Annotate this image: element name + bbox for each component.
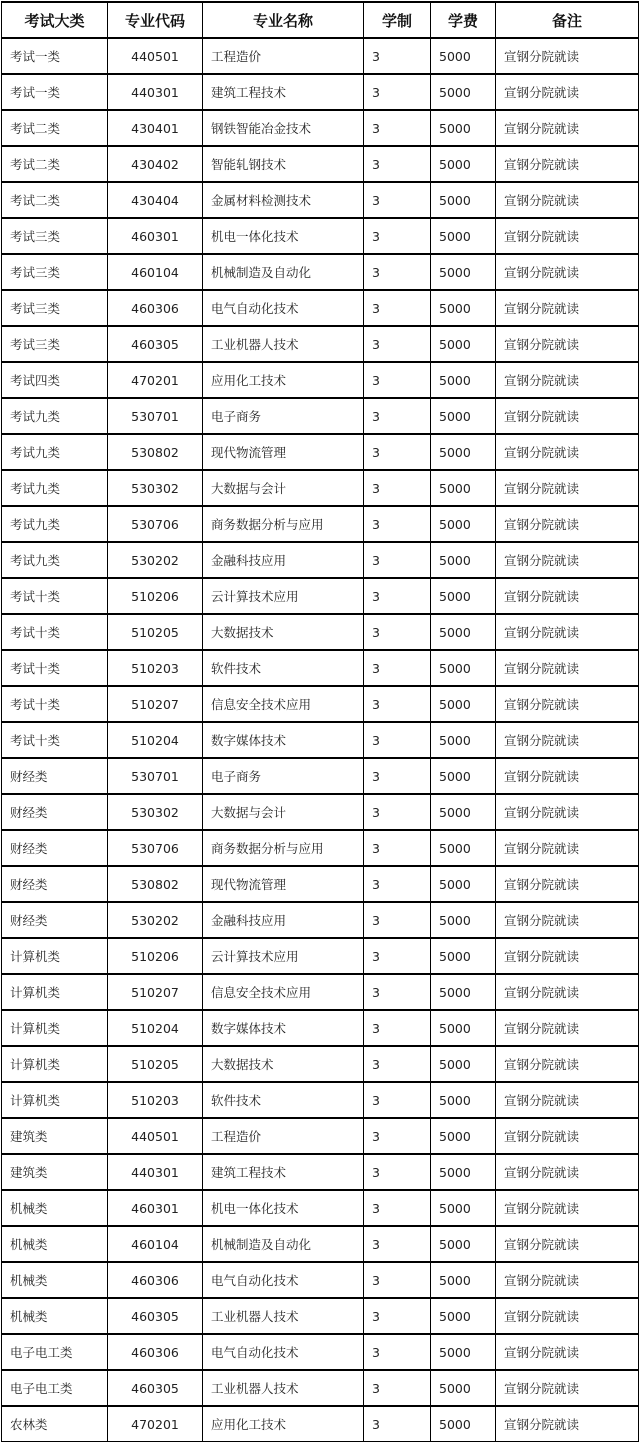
cell-major-name: 工程造价 <box>203 1118 364 1154</box>
cell-exam-category: 建筑类 <box>2 1154 108 1190</box>
cell-major-name: 电子商务 <box>203 398 364 434</box>
cell-tuition: 5000 <box>431 470 496 506</box>
cell-duration: 3 <box>364 1046 431 1082</box>
cell-major-name: 工程造价 <box>203 38 364 74</box>
cell-major-code: 440501 <box>108 38 203 74</box>
table-row <box>2 1082 639 1118</box>
cell-tuition: 5000 <box>431 74 496 110</box>
cell-tuition: 5000 <box>431 1082 496 1118</box>
cell-tuition: 5000 <box>431 614 496 650</box>
cell-major-name: 电气自动化技术 <box>203 290 364 326</box>
cell-major-name: 机电一体化技术 <box>203 1190 364 1226</box>
cell-major-code: 430401 <box>108 110 203 146</box>
cell-major-code: 510203 <box>108 1082 203 1118</box>
cell-tuition: 5000 <box>431 110 496 146</box>
cell-major-name: 应用化工技术 <box>203 1406 364 1442</box>
cell-duration: 3 <box>364 506 431 542</box>
cell-exam-category: 考试三类 <box>2 326 108 362</box>
cell-major-name: 建筑工程技术 <box>203 74 364 110</box>
cell-duration: 3 <box>364 1082 431 1118</box>
cell-exam-category: 机械类 <box>2 1262 108 1298</box>
table-row <box>2 110 639 146</box>
table-row <box>2 758 639 794</box>
cell-remarks: 宣钢分院就读 <box>496 290 639 326</box>
cell-major-name: 机械制造及自动化 <box>203 1226 364 1262</box>
cell-duration: 3 <box>364 686 431 722</box>
cell-major-name: 大数据与会计 <box>203 470 364 506</box>
table-row <box>2 686 639 722</box>
cell-major-code: 440301 <box>108 74 203 110</box>
cell-major-code: 510207 <box>108 686 203 722</box>
cell-major-name: 智能轧钢技术 <box>203 146 364 182</box>
table-row <box>2 902 639 938</box>
cell-duration: 3 <box>364 1010 431 1046</box>
cell-duration: 3 <box>364 866 431 902</box>
cell-exam-category: 电子电工类 <box>2 1370 108 1406</box>
cell-exam-category: 考试四类 <box>2 362 108 398</box>
cell-duration: 3 <box>364 362 431 398</box>
cell-tuition: 5000 <box>431 506 496 542</box>
cell-tuition: 5000 <box>431 146 496 182</box>
cell-major-code: 460306 <box>108 290 203 326</box>
cell-tuition: 5000 <box>431 434 496 470</box>
cell-duration: 3 <box>364 1226 431 1262</box>
cell-remarks: 宣钢分院就读 <box>496 1082 639 1118</box>
cell-major-name: 云计算技术应用 <box>203 938 364 974</box>
table-row <box>2 1118 639 1154</box>
cell-major-name: 软件技术 <box>203 650 364 686</box>
cell-remarks: 宣钢分院就读 <box>496 1190 639 1226</box>
cell-duration: 3 <box>364 722 431 758</box>
cell-major-code: 530701 <box>108 398 203 434</box>
cell-remarks: 宣钢分院就读 <box>496 326 639 362</box>
cell-major-name: 大数据技术 <box>203 614 364 650</box>
table-row <box>2 1046 639 1082</box>
cell-tuition: 5000 <box>431 1406 496 1442</box>
cell-major-name: 机电一体化技术 <box>203 218 364 254</box>
cell-major-code: 460301 <box>108 218 203 254</box>
cell-tuition: 5000 <box>431 542 496 578</box>
cell-major-name: 信息安全技术应用 <box>203 686 364 722</box>
cell-tuition: 5000 <box>431 686 496 722</box>
cell-remarks: 宣钢分院就读 <box>496 1370 639 1406</box>
cell-remarks: 宣钢分院就读 <box>496 182 639 218</box>
cell-remarks: 宣钢分院就读 <box>496 650 639 686</box>
cell-remarks: 宣钢分院就读 <box>496 1226 639 1262</box>
cell-duration: 3 <box>364 38 431 74</box>
cell-exam-category: 考试一类 <box>2 38 108 74</box>
cell-tuition: 5000 <box>431 578 496 614</box>
cell-remarks: 宣钢分院就读 <box>496 506 639 542</box>
cell-exam-category: 考试九类 <box>2 434 108 470</box>
cell-exam-category: 机械类 <box>2 1298 108 1334</box>
cell-tuition: 5000 <box>431 1046 496 1082</box>
table-row <box>2 74 639 110</box>
cell-major-name: 建筑工程技术 <box>203 1154 364 1190</box>
cell-duration: 3 <box>364 254 431 290</box>
cell-major-name: 商务数据分析与应用 <box>203 506 364 542</box>
cell-remarks: 宣钢分院就读 <box>496 110 639 146</box>
cell-major-name: 工业机器人技术 <box>203 1370 364 1406</box>
header-tuition: 学费 <box>431 2 496 38</box>
cell-major-name: 电子商务 <box>203 758 364 794</box>
cell-major-name: 数字媒体技术 <box>203 722 364 758</box>
cell-duration: 3 <box>364 794 431 830</box>
cell-exam-category: 考试二类 <box>2 110 108 146</box>
cell-remarks: 宣钢分院就读 <box>496 794 639 830</box>
cell-major-code: 470201 <box>108 362 203 398</box>
table-row <box>2 974 639 1010</box>
cell-tuition: 5000 <box>431 254 496 290</box>
cell-tuition: 5000 <box>431 1118 496 1154</box>
cell-major-name: 金属材料检测技术 <box>203 182 364 218</box>
cell-remarks: 宣钢分院就读 <box>496 362 639 398</box>
cell-major-name: 机械制造及自动化 <box>203 254 364 290</box>
cell-duration: 3 <box>364 1190 431 1226</box>
cell-duration: 3 <box>364 974 431 1010</box>
cell-major-code: 530701 <box>108 758 203 794</box>
cell-tuition: 5000 <box>431 938 496 974</box>
cell-duration: 3 <box>364 398 431 434</box>
table-row <box>2 290 639 326</box>
cell-major-code: 530706 <box>108 506 203 542</box>
majors-table <box>1 1 639 1442</box>
table-row <box>2 182 639 218</box>
cell-exam-category: 财经类 <box>2 902 108 938</box>
cell-major-name: 电气自动化技术 <box>203 1334 364 1370</box>
cell-major-code: 510205 <box>108 1046 203 1082</box>
cell-exam-category: 考试一类 <box>2 74 108 110</box>
cell-major-code: 430402 <box>108 146 203 182</box>
cell-duration: 3 <box>364 578 431 614</box>
cell-tuition: 5000 <box>431 1226 496 1262</box>
cell-remarks: 宣钢分院就读 <box>496 74 639 110</box>
cell-major-name: 现代物流管理 <box>203 866 364 902</box>
cell-duration: 3 <box>364 1406 431 1442</box>
cell-remarks: 宣钢分院就读 <box>496 1046 639 1082</box>
cell-major-name: 大数据技术 <box>203 1046 364 1082</box>
cell-major-code: 510207 <box>108 974 203 1010</box>
cell-exam-category: 考试九类 <box>2 542 108 578</box>
cell-remarks: 宣钢分院就读 <box>496 902 639 938</box>
cell-tuition: 5000 <box>431 1190 496 1226</box>
cell-major-code: 530706 <box>108 830 203 866</box>
table-row <box>2 1226 639 1262</box>
cell-major-name: 金融科技应用 <box>203 542 364 578</box>
cell-remarks: 宣钢分院就读 <box>496 1262 639 1298</box>
cell-duration: 3 <box>364 650 431 686</box>
cell-duration: 3 <box>364 902 431 938</box>
cell-remarks: 宣钢分院就读 <box>496 1118 639 1154</box>
table-header <box>2 2 639 38</box>
header-duration: 学制 <box>364 2 431 38</box>
cell-duration: 3 <box>364 1262 431 1298</box>
cell-remarks: 宣钢分院就读 <box>496 686 639 722</box>
cell-major-code: 530202 <box>108 902 203 938</box>
table-row <box>2 794 639 830</box>
cell-tuition: 5000 <box>431 794 496 830</box>
table-row <box>2 1010 639 1046</box>
cell-exam-category: 考试三类 <box>2 254 108 290</box>
cell-remarks: 宣钢分院就读 <box>496 1334 639 1370</box>
cell-major-code: 510204 <box>108 722 203 758</box>
table-row <box>2 722 639 758</box>
cell-major-code: 460306 <box>108 1334 203 1370</box>
table-row <box>2 1190 639 1226</box>
cell-remarks: 宣钢分院就读 <box>496 614 639 650</box>
cell-exam-category: 财经类 <box>2 758 108 794</box>
cell-major-code: 530302 <box>108 470 203 506</box>
cell-duration: 3 <box>364 146 431 182</box>
table-row <box>2 578 639 614</box>
table-row <box>2 254 639 290</box>
cell-tuition: 5000 <box>431 326 496 362</box>
cell-exam-category: 计算机类 <box>2 1046 108 1082</box>
cell-major-code: 530302 <box>108 794 203 830</box>
cell-major-code: 510206 <box>108 938 203 974</box>
cell-tuition: 5000 <box>431 722 496 758</box>
cell-exam-category: 机械类 <box>2 1190 108 1226</box>
cell-tuition: 5000 <box>431 830 496 866</box>
cell-major-name: 软件技术 <box>203 1082 364 1118</box>
cell-duration: 3 <box>364 758 431 794</box>
table-row <box>2 650 639 686</box>
cell-remarks: 宣钢分院就读 <box>496 1154 639 1190</box>
cell-major-name: 电气自动化技术 <box>203 1262 364 1298</box>
cell-tuition: 5000 <box>431 1370 496 1406</box>
cell-remarks: 宣钢分院就读 <box>496 1406 639 1442</box>
cell-major-code: 510205 <box>108 614 203 650</box>
cell-tuition: 5000 <box>431 362 496 398</box>
cell-exam-category: 计算机类 <box>2 938 108 974</box>
cell-duration: 3 <box>364 1154 431 1190</box>
cell-remarks: 宣钢分院就读 <box>496 578 639 614</box>
cell-duration: 3 <box>364 938 431 974</box>
cell-tuition: 5000 <box>431 38 496 74</box>
cell-duration: 3 <box>364 542 431 578</box>
header-row <box>2 2 639 38</box>
cell-remarks: 宣钢分院就读 <box>496 542 639 578</box>
cell-exam-category: 考试十类 <box>2 650 108 686</box>
cell-exam-category: 考试二类 <box>2 146 108 182</box>
cell-exam-category: 计算机类 <box>2 1082 108 1118</box>
cell-remarks: 宣钢分院就读 <box>496 254 639 290</box>
cell-major-name: 大数据与会计 <box>203 794 364 830</box>
table-row <box>2 470 639 506</box>
cell-exam-category: 电子电工类 <box>2 1334 108 1370</box>
cell-remarks: 宣钢分院就读 <box>496 830 639 866</box>
cell-duration: 3 <box>364 74 431 110</box>
cell-duration: 3 <box>364 434 431 470</box>
cell-remarks: 宣钢分院就读 <box>496 218 639 254</box>
cell-major-code: 460306 <box>108 1262 203 1298</box>
cell-remarks: 宣钢分院就读 <box>496 866 639 902</box>
cell-exam-category: 财经类 <box>2 794 108 830</box>
cell-tuition: 5000 <box>431 1298 496 1334</box>
header-exam-category: 考试大类 <box>2 2 108 38</box>
table-row <box>2 614 639 650</box>
cell-major-code: 470201 <box>108 1406 203 1442</box>
cell-tuition: 5000 <box>431 290 496 326</box>
cell-remarks: 宣钢分院就读 <box>496 1298 639 1334</box>
cell-major-name: 钢铁智能冶金技术 <box>203 110 364 146</box>
cell-exam-category: 考试九类 <box>2 398 108 434</box>
cell-duration: 3 <box>364 110 431 146</box>
cell-tuition: 5000 <box>431 974 496 1010</box>
cell-exam-category: 农林类 <box>2 1406 108 1442</box>
cell-exam-category: 考试十类 <box>2 578 108 614</box>
cell-exam-category: 计算机类 <box>2 1010 108 1046</box>
table-row <box>2 506 639 542</box>
cell-major-name: 现代物流管理 <box>203 434 364 470</box>
cell-duration: 3 <box>364 182 431 218</box>
table-row <box>2 830 639 866</box>
cell-tuition: 5000 <box>431 1262 496 1298</box>
cell-major-name: 商务数据分析与应用 <box>203 830 364 866</box>
table-row <box>2 1154 639 1190</box>
cell-remarks: 宣钢分院就读 <box>496 470 639 506</box>
cell-remarks: 宣钢分院就读 <box>496 434 639 470</box>
cell-tuition: 5000 <box>431 902 496 938</box>
cell-exam-category: 建筑类 <box>2 1118 108 1154</box>
cell-remarks: 宣钢分院就读 <box>496 758 639 794</box>
cell-exam-category: 考试十类 <box>2 722 108 758</box>
table-row <box>2 146 639 182</box>
cell-tuition: 5000 <box>431 1154 496 1190</box>
cell-major-code: 460104 <box>108 1226 203 1262</box>
table-row <box>2 1406 639 1442</box>
table-body <box>2 38 639 1442</box>
cell-major-code: 510206 <box>108 578 203 614</box>
cell-remarks: 宣钢分院就读 <box>496 146 639 182</box>
cell-exam-category: 考试十类 <box>2 686 108 722</box>
cell-duration: 3 <box>364 614 431 650</box>
cell-major-name: 工业机器人技术 <box>203 326 364 362</box>
cell-exam-category: 财经类 <box>2 866 108 902</box>
cell-tuition: 5000 <box>431 1010 496 1046</box>
cell-tuition: 5000 <box>431 182 496 218</box>
cell-duration: 3 <box>364 1118 431 1154</box>
cell-major-code: 460305 <box>108 326 203 362</box>
cell-exam-category: 考试九类 <box>2 470 108 506</box>
cell-remarks: 宣钢分院就读 <box>496 38 639 74</box>
cell-tuition: 5000 <box>431 218 496 254</box>
cell-exam-category: 机械类 <box>2 1226 108 1262</box>
cell-duration: 3 <box>364 470 431 506</box>
table-row <box>2 362 639 398</box>
cell-tuition: 5000 <box>431 650 496 686</box>
cell-major-name: 工业机器人技术 <box>203 1298 364 1334</box>
cell-exam-category: 考试三类 <box>2 290 108 326</box>
table-row <box>2 218 639 254</box>
table-row <box>2 1298 639 1334</box>
table-row <box>2 542 639 578</box>
cell-major-name: 数字媒体技术 <box>203 1010 364 1046</box>
cell-exam-category: 计算机类 <box>2 974 108 1010</box>
cell-remarks: 宣钢分院就读 <box>496 722 639 758</box>
cell-major-name: 应用化工技术 <box>203 362 364 398</box>
table-row <box>2 434 639 470</box>
cell-exam-category: 考试九类 <box>2 506 108 542</box>
cell-major-code: 530202 <box>108 542 203 578</box>
header-major-name: 专业名称 <box>203 2 364 38</box>
cell-major-name: 金融科技应用 <box>203 902 364 938</box>
cell-major-code: 510203 <box>108 650 203 686</box>
cell-tuition: 5000 <box>431 1334 496 1370</box>
table-row <box>2 938 639 974</box>
cell-duration: 3 <box>364 830 431 866</box>
cell-tuition: 5000 <box>431 758 496 794</box>
cell-duration: 3 <box>364 1298 431 1334</box>
cell-duration: 3 <box>364 218 431 254</box>
table-row <box>2 326 639 362</box>
cell-major-code: 440301 <box>108 1154 203 1190</box>
cell-major-code: 460305 <box>108 1298 203 1334</box>
header-major-code: 专业代码 <box>108 2 203 38</box>
cell-exam-category: 考试三类 <box>2 218 108 254</box>
cell-duration: 3 <box>364 290 431 326</box>
cell-exam-category: 考试十类 <box>2 614 108 650</box>
header-remarks: 备注 <box>496 2 639 38</box>
table-row <box>2 1370 639 1406</box>
cell-major-code: 460301 <box>108 1190 203 1226</box>
cell-major-code: 440501 <box>108 1118 203 1154</box>
cell-major-code: 510204 <box>108 1010 203 1046</box>
cell-major-code: 530802 <box>108 434 203 470</box>
cell-remarks: 宣钢分院就读 <box>496 974 639 1010</box>
cell-duration: 3 <box>364 1334 431 1370</box>
cell-exam-category: 考试二类 <box>2 182 108 218</box>
cell-remarks: 宣钢分院就读 <box>496 938 639 974</box>
table-row <box>2 398 639 434</box>
cell-tuition: 5000 <box>431 866 496 902</box>
cell-major-code: 460305 <box>108 1370 203 1406</box>
cell-duration: 3 <box>364 326 431 362</box>
cell-major-name: 云计算技术应用 <box>203 578 364 614</box>
cell-remarks: 宣钢分院就读 <box>496 398 639 434</box>
cell-major-name: 信息安全技术应用 <box>203 974 364 1010</box>
cell-exam-category: 财经类 <box>2 830 108 866</box>
cell-major-code: 460104 <box>108 254 203 290</box>
cell-major-code: 530802 <box>108 866 203 902</box>
cell-duration: 3 <box>364 1370 431 1406</box>
table-row <box>2 38 639 74</box>
cell-tuition: 5000 <box>431 398 496 434</box>
table-row <box>2 1334 639 1370</box>
cell-remarks: 宣钢分院就读 <box>496 1010 639 1046</box>
cell-major-code: 430404 <box>108 182 203 218</box>
table-row <box>2 1262 639 1298</box>
table-row <box>2 866 639 902</box>
